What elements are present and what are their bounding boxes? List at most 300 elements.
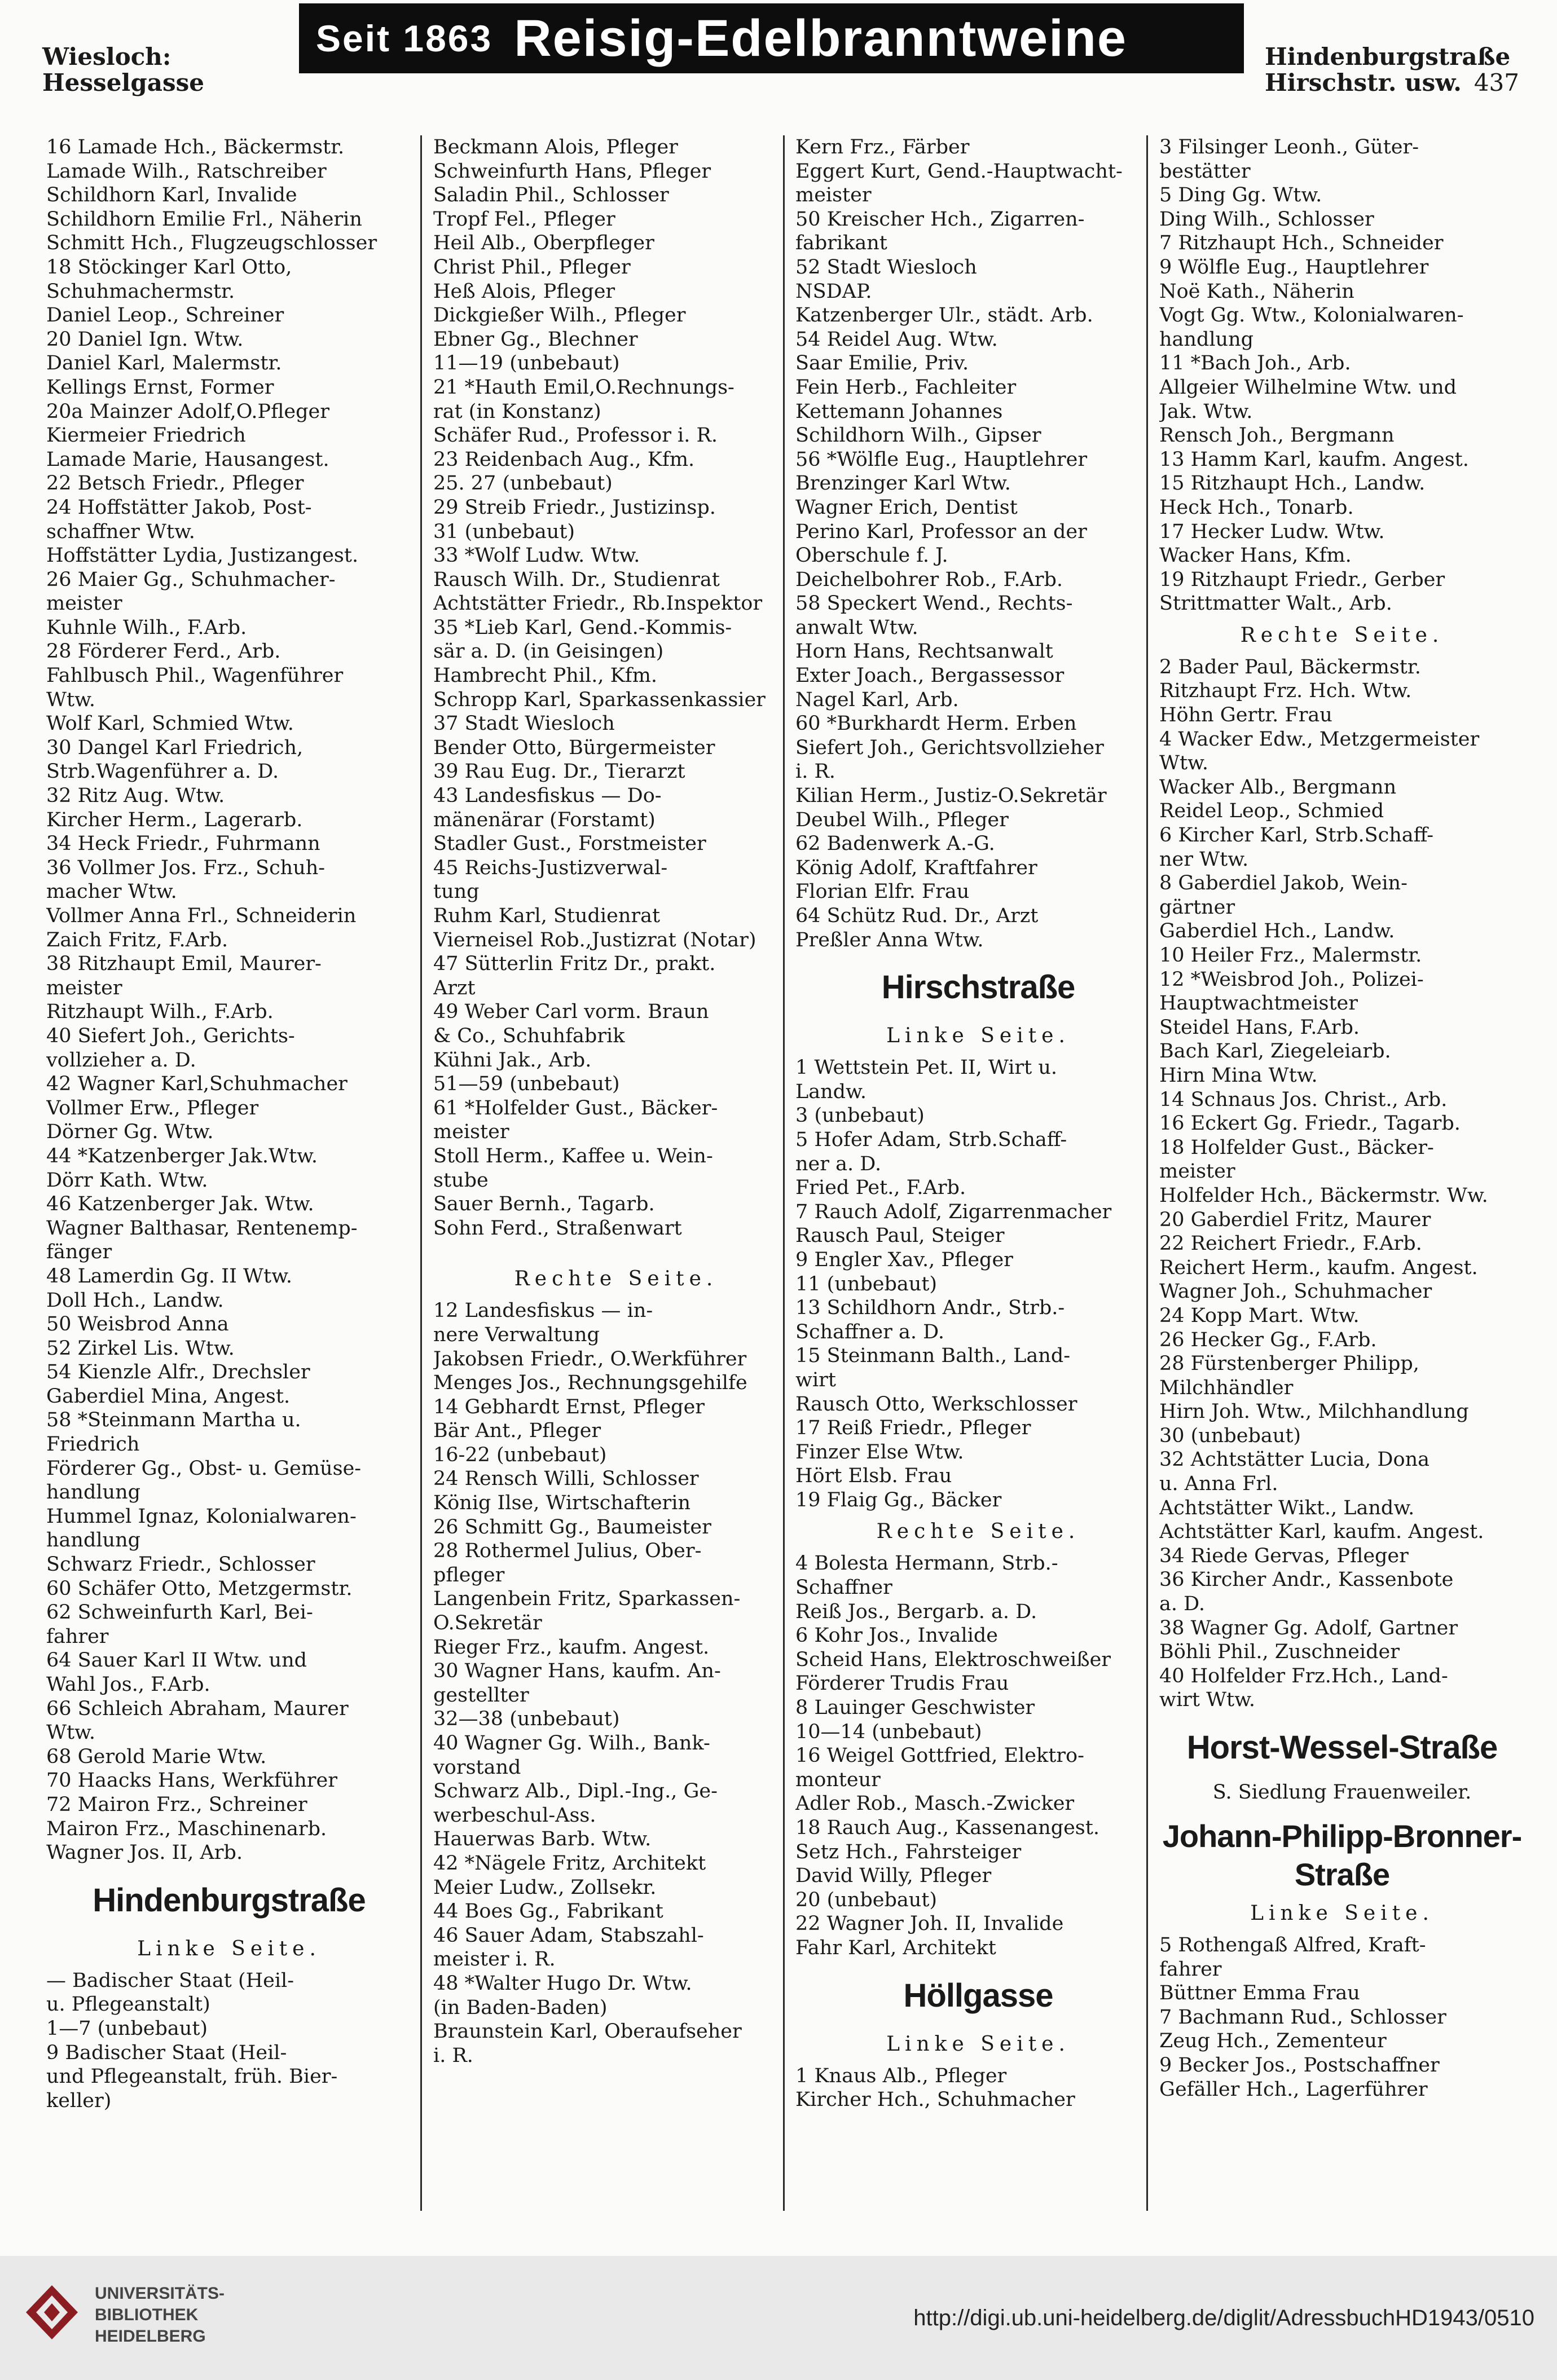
directory-entry: a. D. [1159,1593,1206,1616]
directory-entry: David Willy, Pfleger [795,1865,992,1888]
directory-entry: 4 Bolesta Hermann, Strb.- [795,1552,1058,1575]
page-number: 437 [1474,69,1519,96]
directory-entry: 13 Schildhorn Andr., Strb.- [795,1297,1065,1320]
directory-entry: Hummel Ignaz, Kolonialwaren- [46,1505,357,1528]
directory-entry: 12 Landesfiskus — in- [433,1299,653,1323]
directory-entry: Dickgießer Wilh., Pfleger [433,304,686,327]
directory-entry: Schwarz Friedr., Schlosser [46,1553,315,1576]
directory-entry: u. Pflegeanstalt) [46,1993,210,2016]
directory-entry: Hoffstätter Lydia, Justizangest. [46,544,359,567]
entry-list [1159,655,1525,1712]
directory-entry: Kuhnle Wilh., F.Arb. [46,616,247,639]
directory-entry: 2 Bader Paul, Bäckermstr. [1159,655,1421,678]
directory-entry: 66 Schleich Abraham, Maurer [46,1697,349,1720]
column-2 [433,135,799,2068]
directory-entry: 62 Schweinfurth Karl, Bei- [46,1601,313,1624]
directory-entry: Wacker Hans, Kfm. [1159,544,1352,567]
side-label: Linke Seite. [137,1937,321,1960]
street-heading: Horst-Wessel-Straße [1186,1729,1498,1766]
directory-entry: 8 Gaberdiel Jakob, Wein- [1159,872,1408,895]
directory-entry: 22 Wagner Joh. II, Invalide [795,1912,1064,1936]
directory-entry: monteur [795,1768,881,1791]
directory-entry: 7 Rauch Adolf, Zigarrenmacher [795,1200,1112,1223]
directory-entry: 48 Lamerdin Gg. II Wtw. [46,1264,293,1288]
directory-entry: 14 Schnaus Jos. Christ., Arb. [1159,1088,1448,1111]
directory-entry: 18 Holfelder Gust., Bäcker- [1159,1136,1434,1159]
directory-entry: O.Sekretär [433,1612,542,1635]
directory-entry: Holfelder Hch., Bäckermstr. Ww. [1159,1184,1488,1207]
directory-entry: 51—59 (unbebaut) [433,1073,620,1096]
directory-entry: 22 Betsch Friedr., Pfleger [46,472,304,495]
directory-entry: i. R. [433,2044,473,2067]
side-label: Linke Seite. [1250,1902,1434,1925]
directory-entry: 3 (unbebaut) [795,1104,925,1127]
directory-entry: 26 Hecker Gg., F.Arb. [1159,1328,1377,1351]
directory-entry: i. R. [795,760,835,783]
directory-entry: 29 Streib Friedr., Justizinsp. [433,496,716,519]
directory-entry: 38 Wagner Gg. Adolf, Gartner [1159,1616,1458,1639]
directory-entry: Wacker Alb., Bergmann [1159,775,1397,799]
directory-entry: Vollmer Anna Frl., Schneiderin [46,905,357,927]
directory-entry: Wagner Erich, Dentist [795,496,1018,519]
directory-entry: Deubel Wilh., Pfleger [795,808,1009,831]
directory-entry: 34 Heck Friedr., Fuhrmann [46,832,320,856]
directory-entry: Wtw. [46,688,95,711]
directory-entry: Hauptwachtmeister [1159,992,1358,1015]
directory-entry: 36 Kircher Andr., Kassenbote [1159,1568,1454,1592]
side-label: Linke Seite. [886,1024,1070,1048]
directory-entry: Ruhm Karl, Studienrat [433,905,661,927]
directory-entry: handlung [1159,328,1254,351]
directory-entry: 20 Gaberdiel Fritz, Maurer [1159,1208,1431,1231]
directory-entry: König Ilse, Wirtschafterin [433,1492,691,1515]
directory-entry: meister [795,184,872,207]
directory-entry: Vogt Gg. Wtw., Kolonialwaren- [1159,304,1464,327]
directory-entry: handlung [46,1529,141,1552]
directory-entry: Setz Hch., Fahrsteiger [795,1840,1022,1863]
directory-entry: Schuhmachermstr. [46,280,235,303]
directory-entry: 46 Sauer Adam, Stabszahl- [433,1924,704,1947]
directory-entry: 5 Rothengaß Alfred, Kraft- [1159,1934,1426,1956]
directory-entry: Stoll Herm., Kaffee u. Wein- [433,1144,713,1167]
directory-entry: 6 Kohr Jos., Invalide [795,1624,999,1647]
directory-entry: 28 Förderer Ferd., Arb. [46,640,281,663]
directory-entry: werbeschul-Ass. [433,1804,596,1827]
directory-entry: meister [46,976,122,999]
directory-entry: Braunstein Karl, Oberaufseher [433,2020,742,2043]
directory-entry: 48 *Walter Hugo Dr. Wtw. [433,1972,692,1995]
directory-entry: Schweinfurth Hans, Pfleger [433,160,711,183]
directory-entry: 7 Ritzhaupt Hch., Schneider [1159,232,1444,255]
directory-entry: 1 Wettstein Pet. II, Wirt u. [795,1056,1058,1079]
directory-entry: Hauerwas Barb. Wtw. [433,1828,652,1851]
directory-entry: Doll Hch., Landw. [46,1289,224,1312]
entry-list [433,135,799,1240]
directory-entry: Stadler Gust., Forstmeister [433,832,706,856]
directory-entry: 18 Stöckinger Karl Otto, [46,255,292,279]
directory-entry: 21 *Hauth Emil,O.Rechnungs- [433,376,734,399]
directory-entry: Fahlbusch Phil., Wagenführer [46,664,344,687]
entry-list [46,135,412,1865]
directory-entry: fabrikant [795,232,887,255]
directory-entry: Christ Phil., Pfleger [433,255,631,279]
column-4 [1159,135,1525,2101]
directory-entry: Kircher Herm., Lagerarb. [46,808,303,831]
directory-entry: Schaffner [795,1576,892,1599]
header-street-left: Hesselgasse [42,69,204,96]
library-name: UNIVERSITÄTS- BIBLIOTHEK HEIDELBERG [95,2284,225,2346]
directory-entry: 26 Schmitt Gg., Baumeister [433,1515,711,1539]
directory-entry: Menges Jos., Rechnungsgehilfe [433,1372,747,1395]
directory-entry: Heil Alb., Oberpfleger [433,232,654,255]
directory-entry: Bär Ant., Pfleger [433,1420,601,1443]
street-heading: Hirschstraße [881,969,1075,1006]
directory-entry: Strittmatter Walt., Arb. [1159,592,1392,615]
directory-entry: Siefert Joh., Gerichtsvollzieher [795,736,1104,759]
directory-entry: Hört Elsb. Frau [795,1465,952,1488]
directory-entry: 45 Reichs-Justizverwal- [433,856,668,879]
directory-entry: — Badischer Staat (Heil- [46,1969,294,1992]
directory-entry: 46 Katzenberger Jak. Wtw. [46,1193,314,1216]
directory-entry: 28 Fürstenberger Philipp, [1159,1352,1419,1376]
directory-entry: Perino Karl, Professor an der [795,520,1087,543]
directory-entry: wirt Wtw. [1159,1689,1256,1712]
banner-since: Seit 1863 [316,17,493,59]
directory-entry: stube [433,1169,489,1192]
directory-entry: Horn Hans, Rechtsanwalt [795,640,1053,663]
library-footer [0,2256,1557,2380]
directory-entry: 14 Gebhardt Ernst, Pfleger [433,1395,705,1418]
directory-entry: meister [1159,1160,1235,1183]
directory-entry: Lamade Wilh., Ratschreiber [46,160,327,183]
street-heading: Johann-Philipp-Bronner- [1162,1818,1522,1854]
directory-entry: Scheid Hans, Elektroschweißer [795,1648,1111,1671]
entry-list [795,2064,1161,2112]
directory-entry: 50 Kreischer Hch., Zigarren- [795,208,1085,231]
directory-entry: 10—14 (unbebaut) [795,1720,982,1743]
directory-entry: 4 Wacker Edw., Metzgermeister [1159,728,1480,751]
entry-list [795,135,1161,952]
directory-entry: Fahr Karl, Architekt [795,1936,996,1959]
directory-entry: anwalt Wtw. [795,616,918,639]
directory-entry: bestätter [1159,160,1251,183]
directory-entry: Reidel Leop., Schmied [1159,800,1384,823]
directory-entry: Fried Pet., F.Arb. [795,1176,966,1200]
directory-entry: nere Verwaltung [433,1323,600,1346]
directory-entry: Vierneisel Rob.,Justizrat (Notar) [433,928,756,951]
directory-entry: 16-22 (unbebaut) [433,1443,607,1466]
directory-entry: Wtw. [46,1721,95,1744]
directory-entry: 32 Ritz Aug. Wtw. [46,784,225,808]
directory-entry: Saladin Phil., Schlosser [433,184,669,207]
directory-entry: 25. 27 (unbebaut) [433,472,613,495]
directory-entry: 49 Weber Carl vorm. Braun [433,1001,709,1024]
directory-entry: Deichelbohrer Rob., F.Arb. [795,568,1063,591]
header-street-right: Hindenburgstraße [1265,43,1511,70]
directory-entry: handlung [46,1481,141,1504]
directory-entry: 35 *Lieb Karl, Gend.-Kommis- [433,616,732,639]
directory-entry: 61 *Holfelder Gust., Bäcker- [433,1096,718,1120]
column-divider [420,135,422,2211]
directory-entry: tung [433,880,480,903]
directory-entry: 11—19 (unbebaut) [433,352,620,375]
directory-entry: 24 Rensch Willi, Schlosser [433,1467,699,1491]
directory-entry: 36 Vollmer Jos. Frz., Schuh- [46,856,326,879]
directory-entry: 9 Becker Jos., Postschaffner [1159,2053,1440,2077]
directory-entry: Schmitt Hch., Flugzeugschlosser [46,232,377,255]
directory-entry: 19 Ritzhaupt Friedr., Gerber [1159,568,1445,591]
directory-entry: 40 Siefert Joh., Gerichts- [46,1024,295,1047]
directory-entry: 30 (unbebaut) [1159,1424,1301,1447]
directory-entry: schaffner Wtw. [46,520,195,543]
directory-entry: 52 Zirkel Lis. Wtw. [46,1337,235,1360]
directory-entry: 24 Hoffstätter Jakob, Post- [46,496,312,519]
entry-list [1159,135,1525,616]
directory-entry: Reiß Jos., Bergarb. a. D. [795,1600,1037,1623]
directory-entry: 50 Weisbrod Anna [46,1313,229,1336]
directory-entry: 60 Schäfer Otto, Metzgermstr. [46,1577,353,1600]
directory-entry: Zeug Hch., Zementeur [1159,2030,1387,2053]
directory-entry: Büttner Emma Frau [1159,1982,1360,2005]
directory-entry: Ritzhaupt Wilh., F.Arb. [46,1001,274,1024]
directory-entry: Gaberdiel Hch., Landw. [1159,920,1395,943]
directory-entry: 1 Knaus Alb., Pfleger [795,2064,1007,2087]
directory-entry: meister [433,1121,509,1144]
entry-list [433,1299,799,2068]
directory-entry: Finzer Else Wtw. [795,1440,964,1464]
directory-entry: 23 Reidenbach Aug., Kfm. [433,448,695,471]
directory-entry: Ebner Gg., Blechner [433,328,638,351]
directory-entry: 26 Maier Gg., Schuhmacher- [46,568,336,591]
directory-entry: Oberschule f. J. [795,544,948,567]
directory-entry: Jakobsen Friedr., O.Werkführer [433,1347,747,1370]
directory-entry: Hambrecht Phil., Kfm. [433,664,658,687]
directory-entry: 22 Reichert Friedr., F.Arb. [1159,1232,1422,1255]
side-label: Linke Seite. [886,2032,1070,2056]
street-heading-continued: Straße [1294,1857,1390,1892]
directory-entry: 44 Boes Gg., Fabrikant [433,1900,663,1923]
directory-entry: 54 Kienzle Alfr., Drechsler [46,1361,310,1384]
directory-entry: 30 Wagner Hans, kaufm. An- [433,1660,721,1683]
directory-entry: Wagner Joh., Schuhmacher [1159,1280,1432,1303]
directory-entry: Heck Hch., Tonarb. [1159,496,1354,519]
advertising-banner [299,3,1244,73]
directory-entry: 28 Rothermel Julius, Ober- [433,1540,702,1563]
directory-entry: u. Anna Frl. [1159,1473,1278,1496]
directory-entry: 33 *Wolf Ludw. Wtw. [433,544,640,567]
directory-entry: rat (in Konstanz) [433,400,601,423]
directory-entry: Sohn Ferd., Straßenwart [433,1217,682,1240]
directory-entry: 43 Landesfiskus — Do- [433,784,662,808]
directory-entry: Milchhändler [1159,1376,1294,1399]
directory-entry: 8 Lauinger Geschwister [795,1696,1035,1720]
directory-entry: macher Wtw. [46,880,177,903]
directory-entry: 54 Reidel Aug. Wtw. [795,328,998,351]
entry-list [46,1969,412,2113]
directory-entry: 40 Wagner Gg. Wilh., Bank- [433,1732,710,1755]
directory-entry: Dörr Kath. Wtw. [46,1169,208,1192]
directory-entry: ner Wtw. [1159,848,1249,871]
directory-entry: Saar Emilie, Priv. [795,352,969,375]
source-url[interactable]: http://digi.ub.uni-heidelberg.de/diglit/AdressbuchHD1943/0510 [913,2306,1534,2330]
directory-entry: 20 (unbebaut) [795,1888,938,1911]
street-heading: Hindenburgstraße [93,1881,366,1919]
directory-entry: 16 Eckert Gg. Friedr., Tagarb. [1159,1112,1461,1135]
directory-entry: gestellter [433,1683,529,1707]
directory-entry: Reichert Herm., kaufm. Angest. [1159,1256,1478,1279]
directory-entry: Kettemann Johannes [795,400,1003,423]
directory-entry: 10 Heiler Frz., Malermstr. [1159,944,1422,967]
directory-entry: 58 Speckert Wend., Rechts- [795,592,1073,615]
directory-entry: Förderer Trudis Frau [795,1672,1009,1695]
banner-brand: Reisig-Edelbranntweine [514,9,1128,67]
directory-entry: Höhn Gertr. Frau [1159,704,1332,727]
directory-entry: Preßler Anna Wtw. [795,928,984,951]
street-heading: Höllgasse [903,1977,1053,2014]
directory-entry: wirt [795,1368,836,1391]
directory-entry: 39 Rau Eug. Dr., Tierarzt [433,760,685,783]
directory-entry: 40 Holfelder Frz.Hch., Land- [1159,1664,1448,1687]
directory-entry: Schildhorn Emilie Frl., Näherin [46,208,362,231]
directory-entry: 16 Weigel Gottfried, Elektro- [795,1744,1084,1768]
directory-entry: Schaffner a. D. [795,1320,945,1343]
directory-entry: Hirn Joh. Wtw., Milchhandlung [1159,1400,1469,1423]
directory-entry: 5 Hofer Adam, Strb.Schaff- [795,1128,1067,1151]
directory-entry: Achtstätter Wikt., Landw. [1159,1496,1415,1519]
directory-entry: ner a. D. [795,1152,882,1175]
directory-entry: 7 Bachmann Rud., Schlosser [1159,2006,1446,2029]
directory-entry: 30 Dangel Karl Friedrich, [46,736,304,759]
directory-entry: 15 Steinmann Balth., Land- [795,1345,1071,1368]
directory-entry: 20 Daniel Ign. Wtw. [46,328,244,351]
directory-entry: Kircher Hch., Schuhmacher [795,2088,1075,2112]
header-town: Wiesloch: [42,43,171,70]
directory-entry: Kern Frz., Färber [795,136,970,158]
directory-entry: 1—7 (unbebaut) [46,2017,208,2040]
directory-entry: Florian Elfr. Frau [795,880,970,903]
directory-entry: und Pflegeanstalt, früh. Bier- [46,2065,338,2088]
directory-entry: Kellings Ernst, Former [46,376,274,399]
directory-entry: Rausch Wilh. Dr., Studienrat [433,568,720,591]
directory-entry: Daniel Karl, Malermstr. [46,352,282,375]
directory-entry: 19 Flaig Gg., Bäcker [795,1488,1002,1511]
directory-entry: 9 Badischer Staat (Heil- [46,2041,287,2064]
directory-entry: fänger [46,1241,112,1264]
directory-entry: (in Baden-Baden) [433,1996,608,2019]
directory-entry: Rensch Joh., Bergmann [1159,424,1395,447]
directory-entry: Bach Karl, Ziegeleiarb. [1159,1040,1391,1063]
directory-entry: Kiermeier Friedrich [46,424,246,447]
header-right [1265,44,1519,96]
directory-entry: 42 *Nägele Fritz, Architekt [433,1852,706,1875]
directory-entry: Schropp Karl, Sparkassenkassier [433,688,766,711]
directory-entry: vollzieher a. D. [46,1048,196,1072]
directory-entry: Schildhorn Karl, Invalide [46,184,297,207]
directory-entry: 17 Reiß Friedr., Pfleger [795,1417,1031,1440]
directory-entry: König Adolf, Kraftfahrer [795,856,1037,879]
directory-entry: 47 Sütterlin Fritz Dr., prakt. [433,953,716,976]
directory-entry: Langenbein Fritz, Sparkassen- [433,1588,741,1611]
directory-entry: 62 Badenwerk A.-G. [795,832,995,856]
directory-entry: Wtw. [1159,752,1208,775]
directory-entry: 31 (unbebaut) [433,520,575,543]
directory-entry: Rieger Frz., kaufm. Angest. [433,1636,710,1659]
directory-entry: Mairon Frz., Maschinenarb. [46,1817,327,1840]
directory-entry: Gaberdiel Mina, Angest. [46,1385,291,1408]
directory-entry: 9 Engler Xav., Pfleger [795,1248,1013,1271]
header-left [42,44,204,96]
directory-entry: 3 Filsinger Leonh., Güter- [1159,136,1419,158]
directory-entry: Wagner Balthasar, Rentenemp- [46,1217,358,1240]
directory-entry: 18 Rauch Aug., Kassenangest. [795,1817,1099,1839]
directory-entry: 70 Haacks Hans, Werkführer [46,1769,337,1792]
directory-entry: Hirn Mina Wtw. [1159,1064,1318,1087]
directory-entry: 32—38 (unbebaut) [433,1708,620,1731]
directory-entry: Brenzinger Karl Wtw. [795,472,1011,495]
directory-entry: 56 *Wölfle Eug., Hauptlehrer [795,448,1088,471]
directory-entry: Arzt [433,976,476,999]
directory-entry: Kilian Herm., Justiz-O.Sekretär [795,784,1107,808]
directory-entry: Katzenberger Ulr., städt. Arb. [795,304,1093,327]
directory-entry: Adler Rob., Masch.-Zwicker [795,1792,1075,1815]
directory-entry: Schildhorn Wilh., Gipser [795,424,1041,447]
directory-entry: vorstand [433,1756,521,1779]
directory-entry: Allgeier Wilhelmine Wtw. und [1159,376,1457,399]
directory-entry: Beckmann Alois, Pfleger [433,136,678,158]
directory-entry: Rausch Paul, Steiger [795,1224,1005,1248]
directory-entry: Schäfer Rud., Professor i. R. [433,424,718,447]
directory-entry: Strb.Wagenführer a. D. [46,760,279,783]
entry-list [795,1056,1161,1512]
directory-entry: sär a. D. (in Geisingen) [433,640,664,663]
directory-entry: Achtstätter Karl, kaufm. Angest. [1159,1520,1484,1544]
directory-entry: Meier Ludw., Zollsekr. [433,1876,657,1899]
directory-entry: keller) [46,2089,112,2112]
directory-entry: Landw. [795,1080,867,1103]
directory-entry: 64 Schütz Rud. Dr., Arzt [795,905,1039,927]
directory-entry: 42 Wagner Karl,Schuhmacher [46,1073,348,1096]
directory-entry: 72 Mairon Frz., Schreiner [46,1793,307,1816]
side-label: Rechte Seite. [1240,623,1444,647]
directory-entry: gärtner [1159,896,1235,919]
directory-entry: Ritzhaupt Frz. Hch. Wtw. [1159,680,1412,703]
side-label: Rechte Seite. [514,1267,718,1291]
directory-entry: & Co., Schuhfabrik [433,1024,625,1047]
directory-entry: 68 Gerold Marie Wtw. [46,1745,267,1768]
directory-entry: Heß Alois, Pfleger [433,280,615,303]
directory-entry: 12 *Weisbrod Joh., Polizei- [1159,968,1424,991]
directory-entry: 60 *Burkhardt Herm. Erben [795,712,1077,735]
directory-entry: Kühni Jak., Arb. [433,1048,592,1072]
directory-entry: 24 Kopp Mart. Wtw. [1159,1304,1360,1327]
directory-entry: 38 Ritzhaupt Emil, Maurer- [46,953,322,976]
directory-entry: NSDAP. [795,280,872,303]
directory-entry: fahrer [46,1625,109,1648]
entry-list [1159,1933,1525,2101]
directory-entry: Wolf Karl, Schmied Wtw. [46,712,294,735]
directory-entry: 17 Hecker Ludw. Wtw. [1159,520,1385,543]
directory-entry: Eggert Kurt, Gend.-Hauptwacht- [795,160,1123,183]
directory-entry: 15 Ritzhaupt Hch., Landw. [1159,472,1426,495]
directory-entry: Jak. Wtw. [1159,400,1253,423]
library-logo-icon [18,2278,86,2346]
directory-entry: meister i. R. [433,1948,556,1971]
column-3 [795,135,1161,2112]
directory-entry: meister [46,592,122,615]
header-streets-more: Hirschstr. usw. [1265,69,1462,96]
directory-entry: Tropf Fel., Pfleger [433,208,615,231]
directory-entry: Nagel Karl, Arb. [795,688,959,711]
